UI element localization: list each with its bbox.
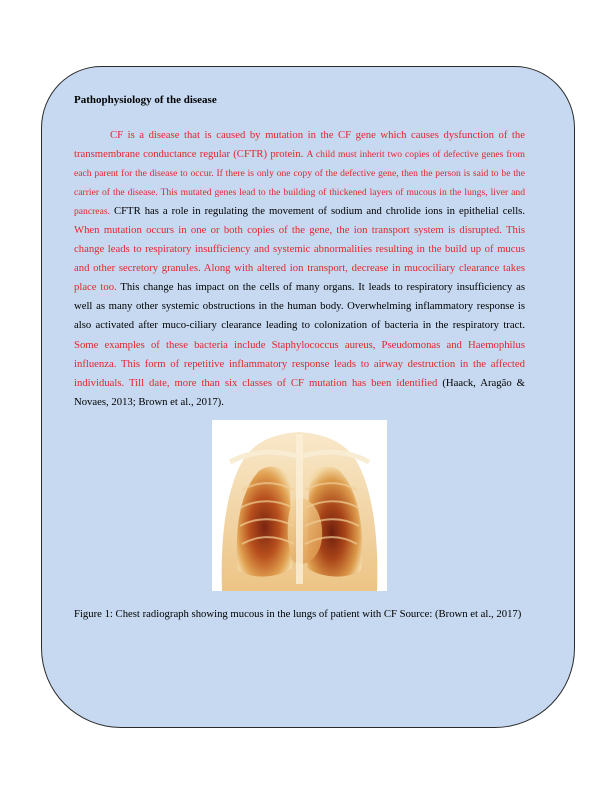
body-paragraph [74,126,525,412]
section-heading: Pathophysiology of the disease [74,94,217,106]
figure-caption: Figure 1: Chest radiograph showing mucous in the lungs of patient with CF Source: (Brown et al., 2017) [74,608,522,620]
paragraph-sentence-3: CFTR has a role in regulating the movement of sodium and chrolide ions in epithelial cells. [113,205,526,218]
paragraph-sentence-4: When mutation occurs in one or both copies of the gene, the ion transport system is disrupted. This change leads to respiratory insufficiency and systemic abnormalities resulting in the build up of mucus and other secretory granules. Along with altered ion transport, decrease in mucociliary clearance takes place too. [74,224,525,294]
paragraph-sentence-2: A child must inherit two copies of defective genes from each parent for the disease to occur. If there is only one copy of the defective gene, then the person is said to be the carrier of the disease. This mutated genes lead to the building of thickened layers of mucous in the lungs, liver and pancreas. [74,149,526,218]
paragraph-sentence-6: Some examples of these bacteria include Staphylococcus aureus, Pseudomonas and Haemophilus influenza. This form of repetitive inflammatory response leads to airway destruction in the affected individuals. Till date, more than six classes of CF mutation has been identified [74,338,525,389]
paragraph-sentence-1: CF is a disease that is caused by mutation in the CF gene which causes dysfunction of the transmembrane conductance regular (CFTR) protein. [74,129,525,161]
paragraph-citation: (Haack, Aragão & Novaes, 2013; Brown et al., 2017). [74,376,526,408]
paragraph-sentence-5: This change has impact on the cells of many organs. It leads to respiratory insufficiency as well as many other systemic obstructions in the human body. Overwhelming inflammatory response is also activated after muco-ciliary clearance leading to colonization of bacteria in the respiratory tract. [74,281,525,332]
chest-radiograph-image [212,420,387,591]
